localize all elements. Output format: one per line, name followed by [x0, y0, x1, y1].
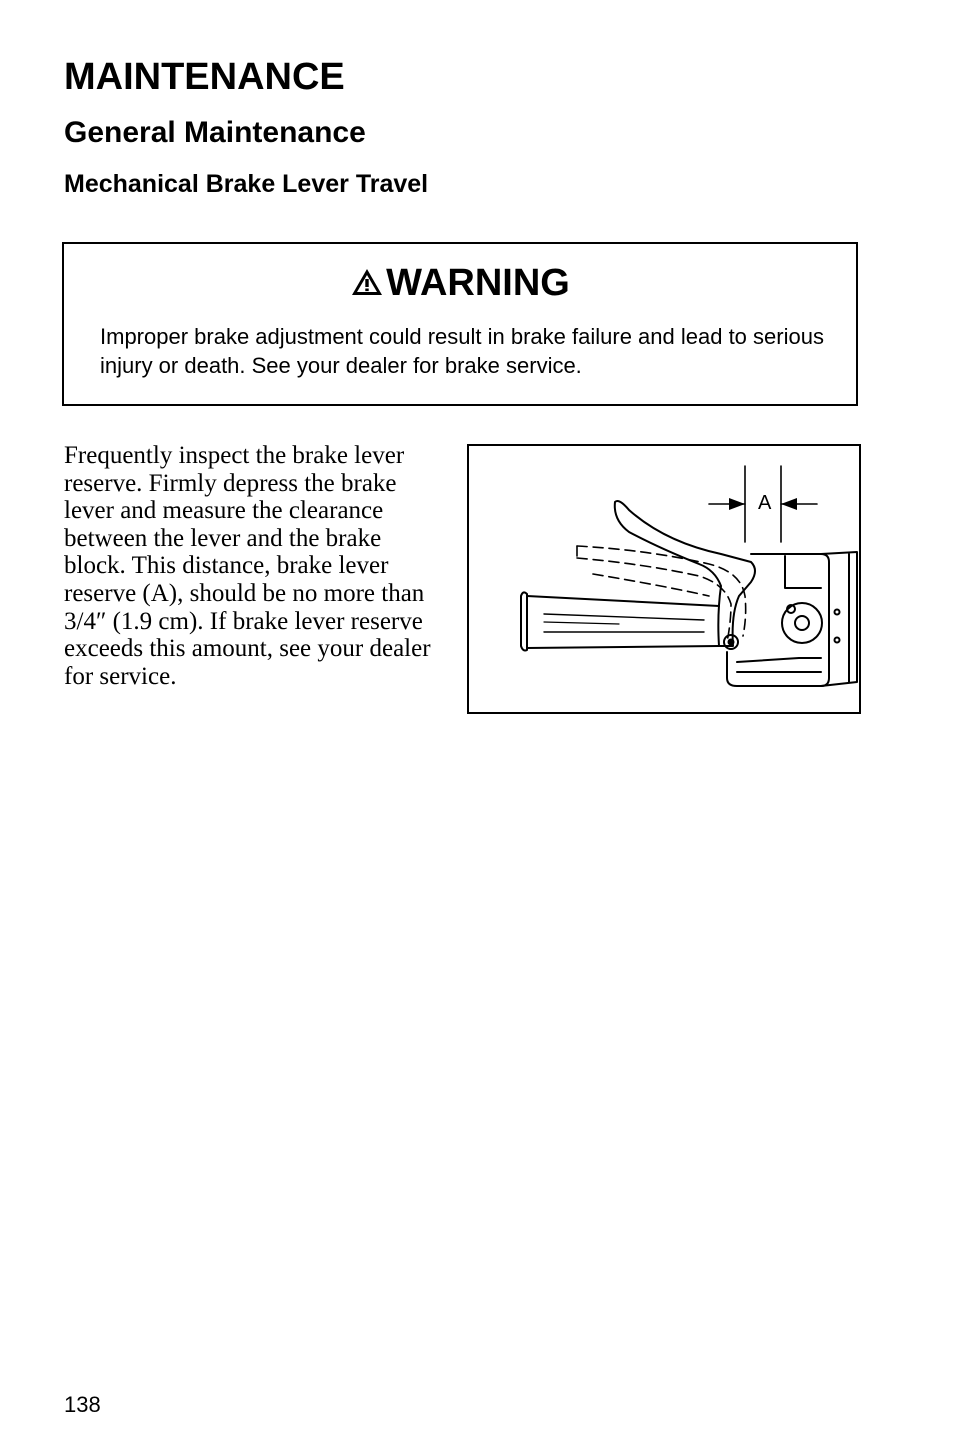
figure-label-a: A [758, 492, 772, 514]
page-number: 138 [64, 1392, 101, 1417]
warning-title: WARNING [386, 262, 570, 304]
section-title: MAINTENANCE [64, 56, 345, 98]
brake-lever-illustration [469, 446, 859, 712]
body-paragraph: Frequently inspect the brake lever reserve. Firmly depress the brake lever and measure the clearance between the lever and the brake block. This distance, brake lever reserve (A), should be no more than 3/4″ (1.9 cm). If brake lever reserve exceeds this amount, see your dealer for service. [64, 442, 431, 690]
brake-lever-figure [467, 444, 861, 714]
warning-triangle-icon [350, 267, 384, 297]
warning-heading [64, 262, 856, 305]
warning-text: Improper brake adjustment could result in brake failure and lead to serious injury or death. See your dealer for brake service. [100, 324, 824, 378]
topic-title: Mechanical Brake Lever Travel [64, 170, 429, 198]
subsection-title: General Maintenance [64, 116, 366, 149]
warning-box [62, 242, 858, 406]
